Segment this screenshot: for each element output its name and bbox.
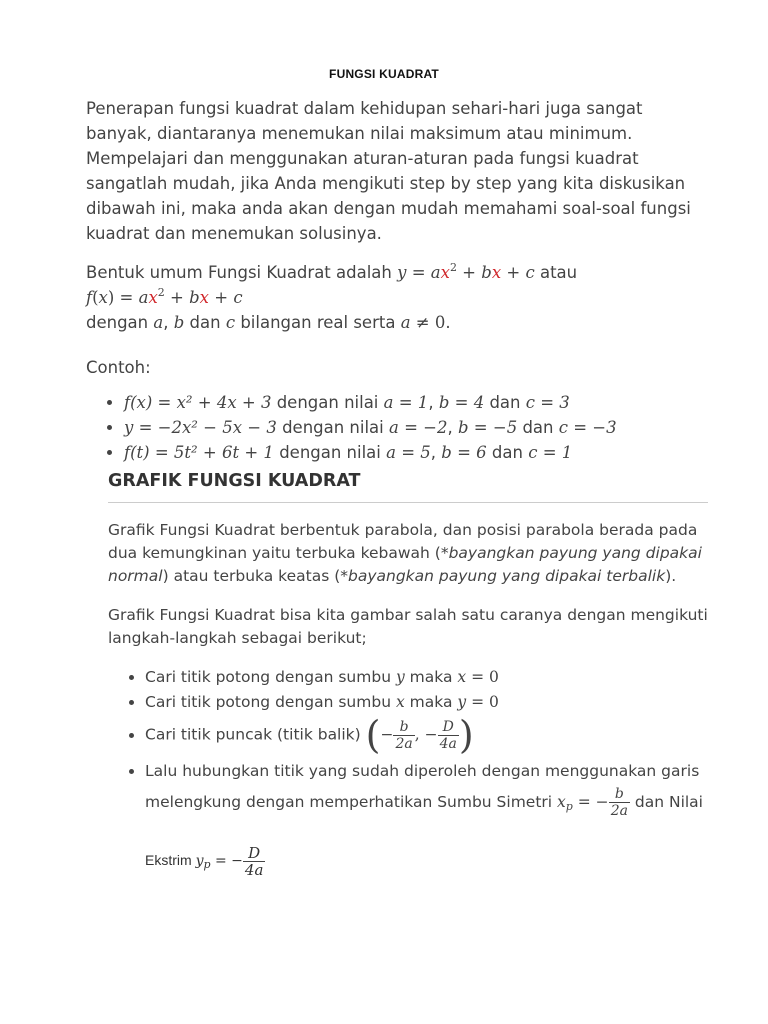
document-title: FUNGSI KUADRAT [329, 67, 439, 81]
list-item: • Cari titik potong dengan sumbu x maka y = 0 [145, 691, 708, 714]
grafik-paragraph-2: Grafik Fungsi Kuadrat bisa kita gambar salah satu caranya dengan mengikuti langkah-langkah sebagai berikut; [108, 606, 708, 647]
list-item: • y = −2x² − 5x − 3 dengan nilai a = −2, b = −5 dan c = −3 [124, 415, 706, 440]
list-item: • f(t) = 5t² + 6t + 1 dengan nilai a = 5, b = 6 dan c = 1 [124, 440, 706, 465]
intro-section [86, 96, 706, 465]
ekstrim-line: Ekstrim $y_p$ = − $\frac{D}{4a}$ [145, 844, 264, 879]
general-form-paragraph: Bentuk umum Fungsi Kuadrat adalah $y = ax^2$ + bx + c atau $f(x) = ax^2$ + bx + c dengan a, b dan c bilangan real serta a ≠ 0. [86, 261, 578, 332]
intro-paragraph: Penerapan fungsi kuadrat dalam kehidupan sehari-hari juga sangat banyak, diantaranya menemukan nilai maksimum atau minimum. Mempelajari dan menggunakan aturan-aturan pada fungsi kuadrat sangatlah mudah, jika Anda mengikuti step by step yang kita diskusikan dibawah ini, maka anda akan dengan mudah memahami soal-soal fungsi kuadrat dan menemukan solusinya. [86, 99, 691, 243]
list-item: • Cari titik potong dengan sumbu y maka x = 0 [145, 666, 708, 689]
fraction-d-over-4a: $\frac{D}{4a}$ [439, 718, 457, 752]
list-item: • f(x) = x² + 4x + 3 dengan nilai a = 1, b = 4 dan c = 3 [124, 390, 706, 415]
examples-list [86, 390, 706, 465]
formula-a-not-zero: a [400, 313, 411, 332]
grafik-paragraph-1: Grafik Fungsi Kuadrat berbentuk parabola, dan posisi parabola berada pada dua kemungkinan yaitu terbuka kebawah (*bayangkan payung yang dipakai normal) atau terbuka keatas (*bayangkan payung yang dipakai terbalik). [108, 521, 702, 585]
fraction-b-over-2a: $\frac{b}{2a}$ [395, 718, 413, 752]
contoh-label: Contoh: [86, 358, 151, 377]
list-item: • Lalu hubungkan titik yang sudah diperoleh dengan menggunakan garis melengkung dengan memperhatikan Sumbu Simetri $x_p$ = − $\frac{b}{2a}$ dan Nilai [145, 756, 708, 819]
fraction-d-over-4a: $\frac{D}{4a}$ [244, 844, 264, 879]
grafik-section [108, 470, 708, 821]
fraction-b-over-2a: $\frac{b}{2a}$ [610, 786, 628, 819]
list-item: • Cari titik puncak (titik balik) (− $\frac{b}{2a}$ , − $\frac{D}{4a}$ ) [145, 716, 708, 754]
steps-list [108, 666, 708, 819]
formula-general-f: f [86, 288, 93, 307]
formula-general-y: y [397, 263, 407, 282]
section-heading: GRAFIK FUNGSI KUADRAT [108, 470, 708, 503]
